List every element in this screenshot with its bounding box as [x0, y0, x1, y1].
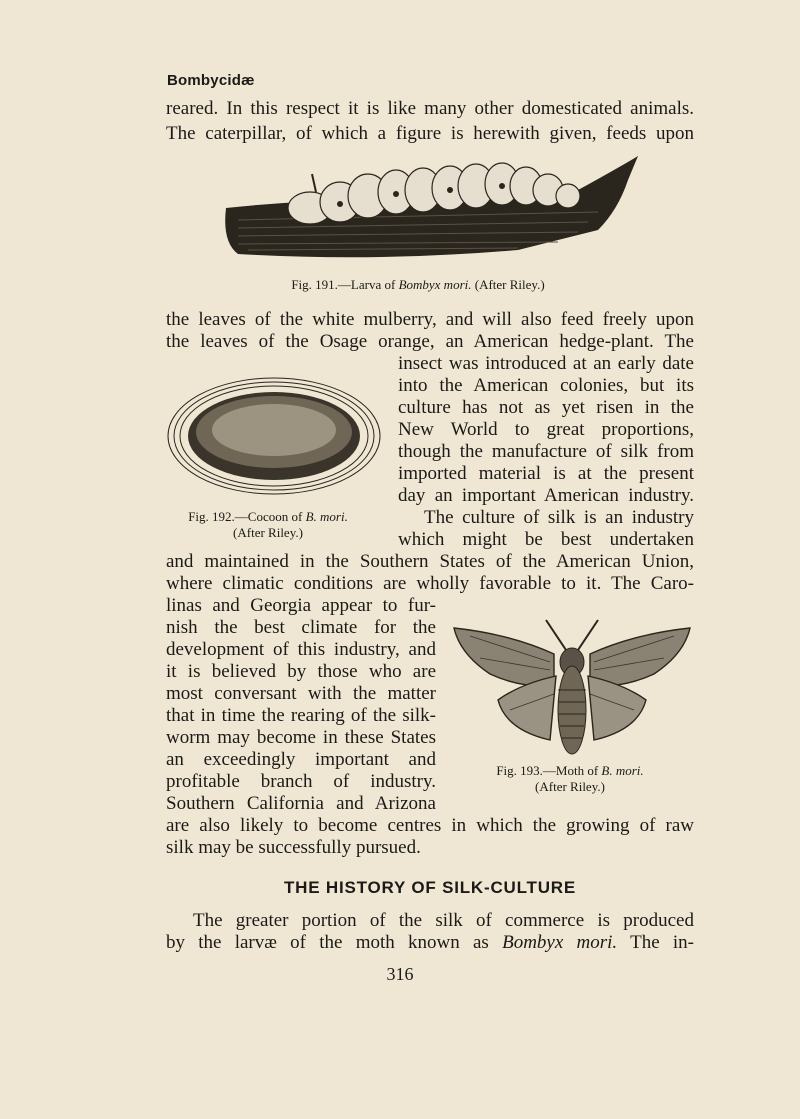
paragraph-line: the leaves of the Osage orange, an American hedge-plant. The [166, 331, 694, 352]
figure-caption: Fig. 192.—Cocoon of B. mori. (After Riley.) [188, 509, 348, 540]
paragraph-line: are also likely to become centres in which the growing of raw [166, 815, 694, 836]
paragraph-line: imported material is at the present [398, 463, 694, 484]
paragraph-line: the leaves of the white mulberry, and will also feed freely upon [166, 309, 694, 330]
figure-caption: Fig. 193.—Moth of B. mori. (After Riley.) [496, 763, 644, 794]
paragraph-line: profitable branch of industry. [166, 771, 436, 792]
larva-illustration [218, 150, 642, 268]
paragraph-line: Southern California and Arizona [166, 793, 436, 814]
paragraph-line: The greater portion of the silk of commerce is produced [193, 910, 694, 931]
paragraph-line: day an important American industry. [398, 485, 694, 506]
running-header: Bombycidæ [167, 72, 255, 89]
paragraph-line: an exceedingly important and [166, 749, 436, 770]
paragraph-line: into the American colonies, but its [398, 375, 694, 396]
page-number: 316 [386, 964, 414, 984]
paragraph-line: that in time the rearing of the silk- [166, 705, 436, 726]
paragraph-line: linas and Georgia appear to fur- [166, 595, 436, 616]
paragraph-line: most conversant with the matter [166, 683, 436, 704]
paragraph-line: reared. In this respect it is like many other domesticated animals. [166, 98, 694, 119]
paragraph-line: nish the best climate for the [166, 617, 436, 638]
paragraph-line: and maintained in the Southern States of the American Union, [166, 551, 694, 572]
paragraph-line: it is believed by those who are [166, 661, 436, 682]
paragraph-line: which might be best undertaken [398, 529, 694, 550]
section-heading: THE HISTORY OF SILK-CULTURE [283, 878, 577, 897]
paragraph-line: culture has not as yet risen in the [398, 397, 694, 418]
paragraph-line: by the larvæ of the moth known as Bombyx mori. The in- [166, 932, 694, 953]
paragraph-line: though the manufacture of silk from [398, 441, 694, 462]
cocoon-illustration [163, 370, 385, 504]
paragraph-line: insect was introduced at an early date [398, 353, 694, 374]
paragraph-line: New World to great proportions, [398, 419, 694, 440]
moth-illustration [450, 614, 694, 760]
paragraph-line: The culture of silk is an industry [424, 507, 694, 528]
paragraph-line: silk may be successfully pursued. [166, 837, 421, 858]
paragraph-line: development of this industry, and [166, 639, 436, 660]
paragraph-line: worm may become in these States [166, 727, 436, 748]
paragraph-line: where climatic conditions are wholly favorable to it. The Caro- [166, 573, 694, 594]
paragraph-line: The caterpillar, of which a figure is herewith given, feeds upon [166, 123, 694, 144]
figure-caption: Fig. 191.—Larva of Bombyx mori. (After Riley.) [291, 277, 545, 292]
